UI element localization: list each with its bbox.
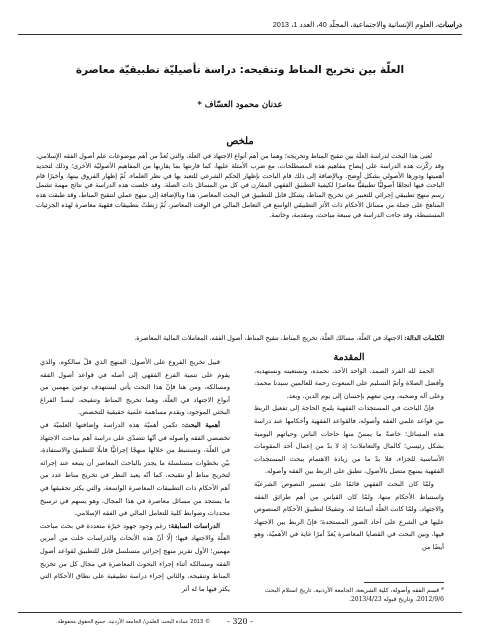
article-title: العلّة بين تخريج المناط وتنقيحه: دراسة تأصيليّة تطبيقيّة معاصرة <box>75 64 405 76</box>
body-paragraph-text: رغم وجود جهود خيرّة متعددة في بحث مباحث العلّة والاجتهاد فيها؛ إلّا أنّ هذه الأبحاث والدراسات خلت من أمرين مهمين؛ الأول تقرير منهج إجرائي متسلسل قابل للتطبيق لقواعد أصول الفقه ومسالكه أثناء إجراء البحوث المعاصرة في مجال كل من تخريج المناط وتنقيحه، والثاني إجراء دراسة تطبيقية على نطاق الأحكام التي يكثر فيها ما له أثر <box>40 521 230 593</box>
keywords-text: الاجتهاد في العلّة، مسالك العلّة، تخريج المناط، تنقيح المناط، أصول الفقه، المعاملات المالية المعاصرة. <box>134 334 405 342</box>
body-paragraph <box>40 520 230 596</box>
page-number: - 320 - <box>227 617 253 626</box>
journal-name: دراسات <box>437 20 462 29</box>
abstract-body <box>36 152 444 328</box>
author-footnote: * قسم الفقه وأصوله، كلية الشريعة، الجامعة الأردنية. تاريخ استلام البحث 2012/9/6، وتاريخ قبوله 2013/4/23. <box>264 587 444 603</box>
running-header <box>18 20 462 32</box>
footer-divider <box>18 612 462 613</box>
body-paragraph-text: قبيل تخريج الفروع على الأصول، المنهج الذي قلّ سالكوه، والذي يقوم على تنمية الفرع الفقهي إلى أصله في قواعد أصول الفقه ومسالكه، ومن هنا فإنّ هذا البحث يأتي ليستهدف نوعين مهمين من أنواع الاجتهاد في العلّة، وهما تخريج المناط وتنقيحه، ليسدّ الفراغ البحثي الموجود، ويقدم مساهمة علمية حقيقية للتخصص. <box>40 358 230 417</box>
intro-paragraph: ولمّا كان البحث الفقهي قائمًا على تفسير النصوص الشرعيّة واستنباط الأحكام منها، ولمّا كان القياس من أهم طرائق الفقه والاجتهاد، ولمّا كانت العلّة أساسًا له، وتنقيحًا لتطبيق الأحكام المنصوص عليها في الشرع على آحاد الصور المستجدة؛ فإنّ الربط بين الاجتهاد فيها، وبين البحث في القضايا المعاصرة يُعدّ أمرًا غاية في الأهميّة، وهو أيضًا من <box>254 479 444 551</box>
body-paragraph-text: تكمن أهميّة هذه الدراسة وإضافتها العلميّة في تخصصي الفقه وأصوله في أنّها تتصدّى على دراسة أهم مباحث الاجتهاد في العلّة، وتستنبط من خلالها منهجًا إجرائيًّا قابلًا للتطبيق والاستفادة، بيّن بخطوات متسلسلة ما يجدر بالباحث المعاصر أن يتبعه عند إجرائه لتخريج مناط أو تنقيحه، كما أنّه يعيد النظر في تخريج مناط عدد من أهم الأحكام ذات التطبيقات المعاصرة الواسعة، والتي يكثر تحقيقها في ما يستجد من مسائل معاصرة في هذا المجال، وهو يسهم في ترسيخ محددات وضوابط كلية للتعامل المالي في الفقه الإسلامي. <box>40 420 230 518</box>
keywords-label: الكلمات الدالة: <box>404 334 444 342</box>
header-divider <box>18 34 462 35</box>
right-column <box>254 352 444 580</box>
importance-heading: أهمية البحث: <box>181 420 221 429</box>
body-paragraph <box>40 419 230 520</box>
prior-studies-heading: الدراسات السابقة: <box>168 521 221 530</box>
copyright-notice: © 2013 عمادة البحث العلمي/ الجامعة الأردنية. جميع الحقوق محفوظة. <box>56 619 211 625</box>
body-paragraph <box>40 356 230 419</box>
left-column <box>40 356 230 620</box>
keywords <box>36 334 444 343</box>
intro-paragraph: الحمد لله الفرد الصمد، الواحد الأحد، نحمده، ونستعينه ونستهديه، وأفضل الصلاة وأتمّ التسليم على المبعوث رحمة للعالمين سيدنا محمد، وعلى آله وصحبه، ومن تبعهم بإحسان إلى يوم الدين، وبعد، <box>254 366 444 400</box>
journal-details: ، العلوم الإنسانية والاجتماعية، المجلّد 40، العدد 1، 2013 <box>272 20 438 29</box>
intro-heading: المقدمة <box>333 352 365 363</box>
abstract-heading: ملخص <box>226 136 254 147</box>
footnote-divider <box>364 582 444 583</box>
abstract-text: تُعنى هذا البحث لدراسة العلّة بين تنقيح المناط وتخريجه؛ وهما من أهم أنواع الاجتهاد في العلّة، والتي تُعدُّ من أهم موضوعات علم أصول الفقه الإسلامي. وقد ركّزت هذه الدراسة على إيضاح مفاهيم هذه المصطلحات، مع ضرب الأمثلة عليها، كما قارنتها بما يقاربها من المفاهيم الأصوليّة الأخرى؛ وذلك لتحديد أهميتها ودورها الأصولي بشكل أوضح. وبالإضافة إلى ذلك قام الباحث بإظهار الحكم الشرعي للتعبد بها في نظر العلماء، ثُمّ إظهار الفروق بينها، وأخيرًا قام الباحث فيها اتجاهًا أصوليًّا تطبيقيًّا معاصرًا لكيفية التطبيق الفقهي المقارن في كل من المسائل ذات الصلة. وقد خلصت هذه الدراسة في نتائج مهمة تشمل رسم منهج تطبيقي إجرائي للتعبير عن تخريج المناط، يشكل قابل للتطبيق في البحث المعاصر، هذا وبالإضافة إلى منهج عملي لتنقيح المناط، وقد طبقت هذه المناهج على جملة من مسائل الأحكام ذات الأثر التطبيقي الواسع في التعامل المالي في الوقت المعاصر، ثُمّ رَبطتُ بتطبيقات فقهية معاصرة لهذه الجزئيات المستنبطة، وقد جاءت الدراسة في سبعة مباحث، ومقدمة، وخاتمة. <box>36 152 444 219</box>
intro-paragraph: فإنّ الباحث في المستجدات الفقهية يلمح الحاجة إلى تفعيل الربط بين قواعد علمي الفقه وأصوله، فالقواعد الفقهية وأحكامها عند دراسة هذه المسائل؛ خاصةً ما يمسّ منها حاجات الناس وحياتهم اليومية بشكل رئيسي؛ كالمال والتعاملات؛ إذ لا بدّ من إعمال أحد المقومات الأساسية للجزاء، فلا بدّ ما من زيادة الاهتمام ببحث المستجدات الفقهية بمنهج متصل بالأصول، تطبق على الربط بين الفقه وأصوله. <box>254 404 444 476</box>
author-name: عدنان محمود العسّاف * <box>197 100 283 110</box>
